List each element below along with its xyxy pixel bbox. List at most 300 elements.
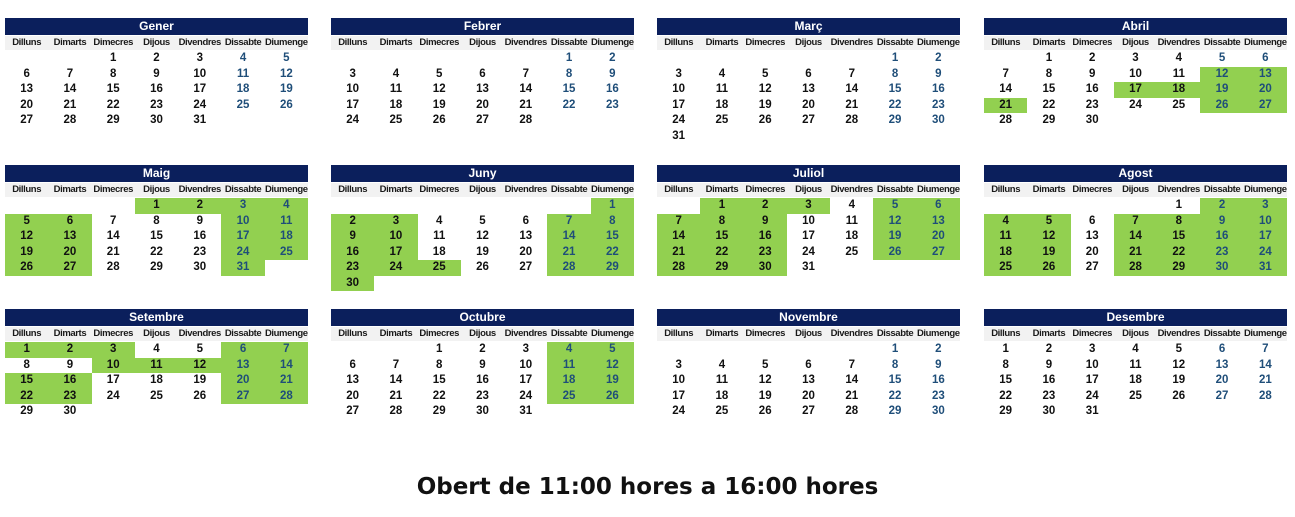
open-day-cell: 22	[591, 245, 634, 261]
open-day-cell: 12	[5, 229, 48, 245]
weekday-label: Dimarts	[374, 36, 417, 50]
day-cell: 19	[432, 98, 446, 111]
month-title: Setembre	[5, 309, 308, 326]
weekday-label: Dimarts	[1027, 183, 1070, 197]
weekday-label: Diumenge	[916, 328, 960, 339]
day-cell: 28	[519, 114, 533, 126]
open-day-cell: 8	[700, 214, 743, 230]
open-day-cell: 17	[1114, 82, 1157, 98]
day-cell: 26	[1172, 389, 1186, 402]
weekday-label: Dissabte	[1200, 183, 1243, 197]
day-cell: 1	[565, 52, 573, 64]
day-cell: 22	[888, 389, 902, 402]
open-day-cell: 19	[591, 373, 634, 389]
empty-day-cell	[92, 198, 135, 214]
day-cell: 19	[193, 374, 207, 386]
weekday-label: Dimarts	[700, 36, 743, 50]
day-cell: 4	[718, 358, 726, 371]
weekday-label: Dilluns	[657, 36, 700, 50]
empty-day-cell	[830, 51, 873, 67]
day-cell: 16	[1085, 83, 1099, 95]
day-cell: 10	[672, 374, 686, 386]
open-day-cell: 26	[591, 389, 634, 405]
open-day-cell: 26	[5, 260, 48, 276]
weekday-label: Divendres	[830, 37, 873, 48]
open-day-cell: 26	[873, 245, 916, 261]
weekday-header-row	[657, 35, 960, 51]
open-day-cell: 7	[657, 214, 700, 230]
day-cell: 22	[999, 389, 1013, 402]
day-cell: 26	[758, 114, 772, 126]
weekday-header-row	[5, 326, 308, 342]
day-cell: 2	[935, 52, 942, 64]
day-cell: 12	[432, 83, 446, 95]
day-cell: 8	[1002, 358, 1009, 371]
day-cell: 3	[1132, 52, 1139, 64]
day-cell: 29	[20, 405, 34, 417]
day-cell: 24	[1129, 98, 1142, 111]
month-calendar	[984, 165, 1287, 276]
month-calendar	[5, 309, 308, 420]
day-cell: 23	[193, 245, 207, 258]
opening-hours-text: Obert de 11:00 hores a 16:00 hores	[416, 474, 879, 500]
day-cell: 6	[1218, 343, 1226, 355]
open-day-cell: 20	[221, 373, 264, 389]
day-cell: 1	[1175, 199, 1182, 211]
day-cell: 7	[848, 67, 855, 80]
day-cell: 31	[672, 129, 686, 142]
weekday-header-row	[5, 182, 308, 198]
day-cell: 20	[1215, 374, 1229, 386]
open-day-cell: 3	[374, 214, 417, 230]
weekday-label: Divendres	[1157, 37, 1200, 48]
day-cell: 16	[1042, 374, 1056, 386]
empty-day-cell	[1114, 198, 1157, 214]
open-day-cell: 16	[331, 245, 374, 261]
open-day-cell: 21	[547, 245, 590, 261]
day-cell: 3	[522, 343, 529, 355]
day-cell: 27	[802, 405, 815, 417]
weekday-label: Diumenge	[1243, 184, 1287, 195]
empty-day-cell	[504, 198, 547, 214]
open-day-cell: 13	[48, 229, 91, 245]
weekday-label: Dilluns	[5, 183, 48, 197]
open-day-cell: 12	[591, 358, 634, 374]
weekday-label: Diumenge	[264, 184, 308, 195]
open-day-cell: 1	[700, 198, 743, 214]
open-day-cell: 2	[48, 342, 91, 358]
day-cell: 28	[845, 114, 859, 126]
weekday-label: Dilluns	[5, 36, 48, 50]
day-cell: 11	[236, 67, 250, 80]
open-day-cell: 4	[265, 198, 308, 214]
open-day-cell: 11	[265, 214, 308, 230]
day-cell: 6	[805, 358, 812, 371]
open-day-cell: 4	[984, 214, 1027, 230]
weekday-label: Dimecres	[93, 184, 133, 195]
open-day-cell: 3	[92, 342, 135, 358]
weekday-label: Dissabte	[547, 183, 590, 197]
open-day-cell: 8	[591, 214, 634, 230]
day-cell: 31	[519, 405, 533, 417]
day-cell: 4	[436, 214, 443, 227]
month-title: Octubre	[331, 309, 634, 326]
day-cell: 26	[279, 98, 293, 111]
day-cell: 30	[63, 405, 77, 417]
empty-day-cell	[830, 342, 873, 358]
open-day-cell: 23	[331, 260, 374, 276]
days-grid	[984, 342, 1287, 420]
empty-day-cell	[331, 198, 374, 214]
day-cell: 17	[106, 374, 120, 386]
open-day-cell: 6	[221, 342, 264, 358]
day-cell: 4	[1175, 52, 1182, 64]
day-cell: 1	[1002, 343, 1009, 355]
day-cell: 20	[1085, 245, 1099, 258]
day-cell: 23	[476, 389, 489, 402]
open-day-cell: 13	[917, 214, 960, 230]
day-cell: 8	[891, 67, 899, 80]
open-day-cell: 30	[744, 260, 787, 276]
day-cell: 14	[106, 230, 120, 242]
day-cell: 11	[715, 83, 728, 95]
open-day-cell: 2	[178, 198, 221, 214]
day-cell: 2	[1045, 343, 1053, 355]
day-cell: 10	[193, 67, 207, 80]
day-cell: 18	[715, 98, 729, 111]
day-cell: 29	[432, 405, 446, 417]
empty-day-cell	[504, 51, 547, 67]
weekday-label: Diumenge	[916, 37, 960, 48]
days-grid	[331, 51, 634, 129]
month-calendar	[984, 18, 1287, 129]
weekday-label: Dimecres	[1072, 328, 1112, 339]
weekday-header-row	[984, 35, 1287, 51]
weekday-label: Dimecres	[1072, 184, 1112, 195]
day-cell: 31	[1085, 405, 1099, 417]
weekday-label: Dijous	[135, 183, 178, 197]
weekday-label: Dilluns	[5, 327, 48, 341]
day-cell: 6	[805, 67, 812, 80]
weekday-label: Dilluns	[657, 327, 700, 341]
day-cell: 24	[802, 245, 815, 258]
open-day-cell: 2	[1200, 198, 1243, 214]
open-day-cell: 10	[221, 214, 264, 230]
open-day-cell: 8	[1157, 214, 1200, 230]
day-cell: 17	[672, 389, 686, 402]
days-grid	[984, 198, 1287, 276]
day-cell: 7	[110, 214, 117, 227]
weekday-label: Dijous	[1114, 183, 1157, 197]
day-cell: 24	[106, 389, 120, 402]
day-cell: 27	[1085, 261, 1099, 273]
weekday-label: Dimarts	[48, 183, 91, 197]
day-cell: 15	[1042, 83, 1056, 95]
day-cell: 20	[346, 389, 360, 402]
day-cell: 4	[718, 67, 726, 80]
day-cell: 11	[845, 214, 858, 227]
open-day-cell: 27	[917, 245, 960, 261]
day-cell: 8	[110, 67, 117, 80]
open-day-cell: 29	[1157, 260, 1200, 276]
month-calendar	[657, 165, 960, 276]
day-cell: 30	[476, 405, 489, 417]
day-cell: 14	[389, 374, 403, 386]
open-day-cell: 12	[1027, 229, 1070, 245]
day-cell: 16	[193, 230, 207, 242]
weekday-header-row	[331, 35, 634, 51]
day-cell: 9	[935, 358, 942, 371]
weekday-label: Dimarts	[48, 36, 91, 50]
weekday-label: Dissabte	[1200, 327, 1243, 341]
day-cell: 2	[935, 343, 942, 355]
open-day-cell: 24	[374, 260, 417, 276]
open-day-cell: 18	[984, 245, 1027, 261]
weekday-label: Dimarts	[374, 327, 417, 341]
weekday-label: Dissabte	[221, 183, 264, 197]
empty-day-cell	[700, 51, 743, 67]
day-cell: 9	[609, 67, 616, 80]
day-cell: 13	[1215, 358, 1229, 371]
day-cell: 16	[476, 374, 489, 386]
open-day-cell: 19	[873, 229, 916, 245]
day-cell: 12	[279, 67, 293, 80]
month-title: Abril	[984, 18, 1287, 35]
month-title: Novembre	[657, 309, 960, 326]
day-cell: 6	[522, 214, 529, 227]
open-day-cell: 13	[1244, 67, 1287, 83]
day-cell: 6	[479, 67, 486, 80]
day-cell: 18	[845, 230, 859, 242]
day-cell: 10	[1129, 67, 1142, 80]
day-cell: 18	[236, 83, 250, 95]
day-cell: 10	[346, 83, 360, 95]
empty-day-cell	[48, 51, 91, 67]
day-cell: 30	[931, 114, 945, 126]
day-cell: 15	[432, 374, 446, 386]
weekday-label: Dilluns	[984, 327, 1027, 341]
weekday-label: Diumenge	[264, 328, 308, 339]
day-cell: 6	[23, 67, 30, 80]
day-cell: 16	[605, 83, 619, 95]
open-day-cell: 9	[744, 214, 787, 230]
day-cell: 29	[888, 114, 902, 126]
weekday-label: Divendres	[830, 184, 873, 195]
empty-day-cell	[461, 198, 504, 214]
day-cell: 22	[888, 98, 902, 111]
day-cell: 9	[1045, 358, 1053, 371]
open-day-cell: 18	[547, 373, 590, 389]
day-cell: 26	[758, 405, 772, 417]
day-cell: 17	[193, 83, 207, 95]
day-cell: 25	[845, 245, 859, 258]
open-day-cell: 22	[5, 389, 48, 405]
day-cell: 12	[1172, 358, 1186, 371]
month-calendar	[331, 18, 634, 129]
open-day-cell: 25	[418, 260, 461, 276]
day-cell: 30	[193, 261, 207, 273]
day-cell: 18	[715, 389, 729, 402]
day-cell: 3	[349, 67, 356, 80]
day-cell: 29	[106, 114, 120, 126]
open-day-cell: 3	[1244, 198, 1287, 214]
day-cell: 29	[1042, 114, 1056, 126]
open-day-cell: 18	[1157, 82, 1200, 98]
days-grid	[331, 342, 634, 420]
open-day-cell: 7	[265, 342, 308, 358]
day-cell: 23	[150, 98, 163, 111]
day-cell: 11	[715, 374, 728, 386]
day-cell: 3	[675, 358, 682, 371]
month-title: Febrer	[331, 18, 634, 35]
day-cell: 6	[1262, 52, 1269, 64]
days-grid	[657, 198, 960, 276]
day-cell: 27	[519, 261, 533, 273]
day-cell: 23	[1042, 389, 1056, 402]
open-day-cell: 22	[700, 245, 743, 261]
empty-day-cell	[657, 51, 700, 67]
weekday-label: Dilluns	[331, 327, 374, 341]
weekday-label: Divendres	[504, 184, 547, 195]
empty-day-cell	[374, 51, 417, 67]
open-day-cell: 15	[700, 229, 743, 245]
day-cell: 19	[758, 98, 772, 111]
weekday-label: Dijous	[1114, 327, 1157, 341]
open-day-cell: 28	[1114, 260, 1157, 276]
open-day-cell: 27	[221, 389, 264, 405]
open-day-cell: 31	[221, 260, 264, 276]
day-cell: 9	[479, 358, 486, 371]
open-day-cell: 19	[1027, 245, 1070, 261]
day-cell: 17	[802, 230, 815, 242]
empty-day-cell	[657, 342, 700, 358]
day-cell: 24	[193, 98, 207, 111]
weekday-label: Diumenge	[1243, 37, 1287, 48]
open-day-cell: 12	[873, 214, 916, 230]
weekday-label: Dijous	[1114, 36, 1157, 50]
day-cell: 13	[1085, 230, 1099, 242]
weekday-label: Dilluns	[984, 183, 1027, 197]
day-cell: 30	[1042, 405, 1056, 417]
open-day-cell: 14	[265, 358, 308, 374]
day-cell: 5	[436, 67, 443, 80]
day-cell: 9	[66, 358, 74, 371]
day-cell: 11	[1172, 67, 1185, 80]
month-title: Agost	[984, 165, 1287, 182]
weekday-label: Dissabte	[873, 36, 916, 50]
empty-day-cell	[700, 342, 743, 358]
open-day-cell: 13	[221, 358, 264, 374]
day-cell: 3	[1089, 343, 1096, 355]
weekday-header-row	[331, 182, 634, 198]
empty-day-cell	[984, 198, 1027, 214]
day-cell: 19	[476, 245, 489, 258]
day-cell: 18	[389, 98, 403, 111]
open-day-cell: 21	[1114, 245, 1157, 261]
open-day-cell: 19	[5, 245, 48, 261]
weekday-label: Dijous	[461, 183, 504, 197]
weekday-label: Divendres	[1157, 328, 1200, 339]
open-day-cell: 27	[1244, 98, 1287, 114]
open-day-cell: 10	[1244, 214, 1287, 230]
day-cell: 25	[1129, 389, 1142, 402]
weekday-label: Diumenge	[590, 37, 634, 48]
weekday-label: Dissabte	[873, 183, 916, 197]
open-day-cell: 15	[1157, 229, 1200, 245]
month-calendar	[331, 165, 634, 291]
day-cell: 18	[1129, 374, 1142, 386]
weekday-label: Diumenge	[916, 184, 960, 195]
day-cell: 30	[931, 405, 945, 417]
day-cell: 24	[346, 114, 360, 126]
weekday-label: Dimarts	[700, 327, 743, 341]
day-cell: 13	[476, 83, 489, 95]
day-cell: 4	[1132, 343, 1139, 355]
weekday-label: Dijous	[787, 327, 830, 341]
empty-day-cell	[1027, 198, 1070, 214]
open-day-cell: 3	[221, 198, 264, 214]
day-cell: 7	[66, 67, 74, 80]
day-cell: 21	[389, 389, 403, 402]
day-cell: 3	[675, 67, 682, 80]
empty-day-cell	[657, 198, 700, 214]
open-day-cell: 30	[331, 276, 374, 292]
day-cell: 10	[802, 214, 815, 227]
day-cell: 23	[1085, 98, 1099, 111]
days-grid	[657, 342, 960, 420]
open-day-cell: 21	[657, 245, 700, 261]
weekday-label: Divendres	[178, 184, 221, 195]
day-cell: 4	[392, 67, 400, 80]
day-cell: 25	[389, 114, 403, 126]
day-cell: 21	[845, 389, 859, 402]
weekday-label: Dijous	[135, 327, 178, 341]
weekday-header-row	[5, 35, 308, 51]
day-cell: 16	[931, 374, 945, 386]
weekday-label: Dimarts	[48, 327, 91, 341]
days-grid	[5, 342, 308, 420]
day-cell: 14	[1258, 358, 1272, 371]
open-day-cell: 22	[1157, 245, 1200, 261]
day-cell: 14	[845, 83, 859, 95]
day-cell: 26	[476, 261, 489, 273]
open-day-cell: 20	[1244, 82, 1287, 98]
month-calendar	[657, 309, 960, 420]
empty-day-cell	[331, 51, 374, 67]
day-cell: 27	[20, 114, 34, 126]
day-cell: 22	[432, 389, 446, 402]
open-day-cell: 5	[1027, 214, 1070, 230]
open-day-cell: 20	[917, 229, 960, 245]
day-cell: 6	[349, 358, 356, 371]
day-cell: 27	[346, 405, 360, 417]
day-cell: 23	[605, 98, 619, 111]
day-cell: 20	[802, 98, 815, 111]
open-day-cell: 5	[5, 214, 48, 230]
day-cell: 29	[888, 405, 902, 417]
weekday-label: Dimecres	[93, 328, 133, 339]
month-title: Desembre	[984, 309, 1287, 326]
day-cell: 6	[1089, 214, 1096, 227]
empty-day-cell	[461, 51, 504, 67]
weekday-label: Divendres	[178, 328, 221, 339]
weekday-label: Divendres	[178, 37, 221, 48]
weekday-label: Diumenge	[590, 184, 634, 195]
day-cell: 5	[283, 52, 290, 64]
day-cell: 13	[802, 83, 815, 95]
open-day-cell: 18	[265, 229, 308, 245]
day-cell: 22	[106, 98, 120, 111]
